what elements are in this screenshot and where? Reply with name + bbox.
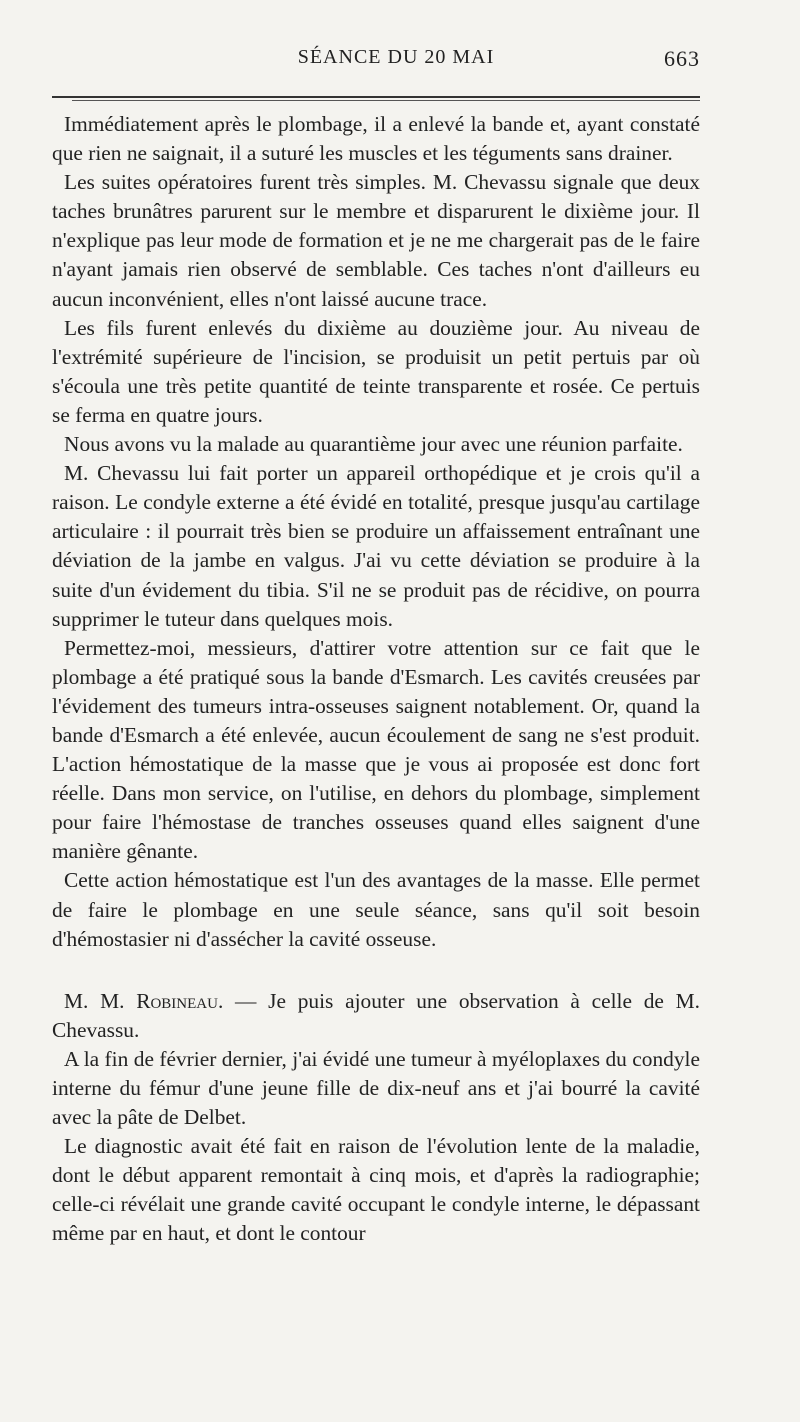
paragraph: Le diagnostic avait été fait en raison de l'évolution lente de la maladie, dont le début apparent remontait à cinq mois, et d'après la radiographie; celle-ci révélait une grande cavité occupant le condyle interne, le dépassant même par en haut, et dont le contour (52, 1134, 700, 1246)
speaker-paragraph (52, 987, 700, 1045)
paragraph: Permettez-moi, messieurs, d'attirer votre attention sur ce fait que le plombage a été pratiqué sous la bande d'Esmarch. Les cavités creusées par l'évidement des tumeurs intra-osseuses saignent notablement. Or, quand la bande d'Esmarch a été enlevée, aucun écoulement de sang ne s'est produit. L'action hémostatique de la masse que je vous ai proposée est donc fort réelle. Dans mon service, on l'utilise, en dehors du plombage, simplement pour faire l'hémostase de tranches osseuses quand elles saignent d'une manière gênante. (52, 635, 700, 864)
speaker-text: . — Je puis ajouter une observation à celle de M. Chevassu. (52, 988, 700, 1042)
paragraph: Les fils furent enlevés du dixième au douzième jour. Au niveau de l'extrémité supérieure de l'incision, se produisit un petit pertuis par où s'écoula une très petite quantité de teinte transparente et rosée. Ce pertuis se ferma en quatre jours. (52, 315, 700, 427)
paragraph: A la fin de février dernier, j'ai évidé une tumeur à myéloplaxes du condyle interne du fémur d'une jeune fille de dix-neuf ans et j'ai bourré la cavité avec la pâte de Delbet. (52, 1046, 700, 1130)
paragraph: Nous avons vu la malade au quarantième jour avec une réunion parfaite. (64, 432, 683, 457)
paragraph: Immédiatement après le plombage, il a enlevé la bande et, ayant constaté que rien ne saignait, il a suturé les muscles et les téguments sans drainer. (52, 112, 700, 166)
running-head (52, 46, 700, 86)
paragraph: Cette action hémostatique est l'un des avantages de la masse. Elle permet de faire le plombage en une seule séance, sans qu'il soit besoin d'hémostasier ni d'assécher la cavité osseuse. (52, 868, 700, 951)
page-number: 663 (664, 46, 700, 71)
running-head-title: SÉANCE DU 20 MAI (297, 46, 495, 68)
speaker-name: Robineau (136, 988, 218, 1013)
paragraph: Les suites opératoires furent très simples. M. Chevassu signale que deux taches brunâtres parurent sur le membre et disparurent le dixième jour. Il n'explique pas leur mode de formation et je ne me chargerait pas de le faire n'ayant jamais rien observé de semblable. Ces taches n'ont d'ailleurs eu aucun inconvénient, elles n'ont laissé aucune trace. (52, 170, 700, 311)
body-text (52, 110, 700, 1249)
speaker-prefix: M. M. (64, 988, 137, 1013)
header-rule (52, 96, 700, 98)
paragraph: M. Chevassu lui fait porter un appareil orthopédique et je crois qu'il a raison. Le condyle externe a été évidé en totalité, presque jusqu'au cartilage articulaire : il pourrait très bien se produire un affaissement entraînant une déviation de la jambe en valgus. J'ai vu cette déviation se produire à la suite d'un évidement du tibia. S'il ne se produit pas de récidive, on pourra supprimer le tuteur dans quelques mois. (52, 461, 700, 631)
